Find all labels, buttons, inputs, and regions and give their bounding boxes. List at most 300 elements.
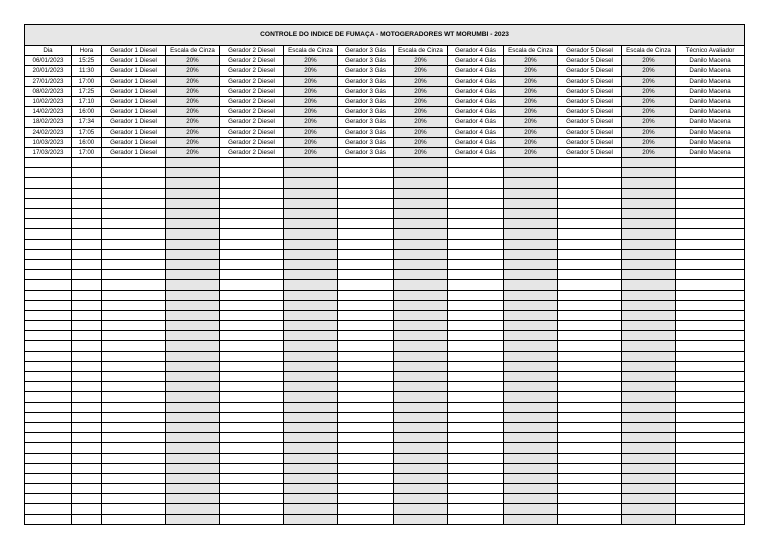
empty-cell[interactable]	[558, 463, 622, 473]
empty-cell[interactable]	[102, 453, 166, 463]
empty-cell[interactable]	[25, 453, 72, 463]
empty-cell[interactable]	[25, 158, 72, 168]
empty-cell[interactable]	[102, 259, 166, 269]
empty-cell[interactable]	[394, 249, 448, 259]
empty-cell[interactable]	[220, 198, 284, 208]
empty-cell[interactable]	[72, 178, 102, 188]
empty-cell[interactable]	[72, 168, 102, 178]
empty-cell[interactable]	[558, 219, 622, 229]
empty-cell[interactable]	[504, 300, 558, 310]
empty-cell[interactable]	[676, 270, 745, 280]
empty-cell[interactable]	[504, 484, 558, 494]
empty-cell[interactable]	[394, 290, 448, 300]
empty-cell[interactable]	[102, 484, 166, 494]
cell-day[interactable]: 27/01/2023	[25, 76, 72, 86]
empty-cell[interactable]	[25, 178, 72, 188]
empty-cell[interactable]	[284, 372, 338, 382]
empty-cell[interactable]	[25, 504, 72, 514]
empty-cell[interactable]	[448, 443, 504, 453]
cell-generator-5[interactable]: Gerador 5 Diesel	[558, 76, 622, 86]
empty-cell[interactable]	[338, 453, 394, 463]
empty-cell[interactable]	[676, 392, 745, 402]
cell-gray-scale-2[interactable]: 20%	[284, 56, 338, 66]
empty-cell[interactable]	[676, 351, 745, 361]
empty-cell[interactable]	[72, 321, 102, 331]
empty-cell[interactable]	[25, 402, 72, 412]
empty-cell[interactable]	[166, 504, 220, 514]
empty-cell[interactable]	[676, 290, 745, 300]
empty-cell[interactable]	[448, 290, 504, 300]
cell-day[interactable]: 10/02/2023	[25, 96, 72, 106]
empty-cell[interactable]	[338, 484, 394, 494]
empty-cell[interactable]	[25, 412, 72, 422]
empty-cell[interactable]	[166, 372, 220, 382]
empty-cell[interactable]	[284, 219, 338, 229]
cell-generator-1[interactable]: Gerador 1 Diesel	[102, 56, 166, 66]
empty-cell[interactable]	[25, 484, 72, 494]
empty-cell[interactable]	[220, 158, 284, 168]
empty-cell[interactable]	[166, 270, 220, 280]
empty-cell[interactable]	[558, 484, 622, 494]
empty-cell[interactable]	[394, 504, 448, 514]
empty-cell[interactable]	[504, 402, 558, 412]
empty-cell[interactable]	[338, 280, 394, 290]
cell-generator-3[interactable]: Gerador 3 Gás	[338, 137, 394, 147]
empty-cell[interactable]	[676, 494, 745, 504]
cell-day[interactable]: 18/02/2023	[25, 117, 72, 127]
empty-cell[interactable]	[166, 290, 220, 300]
cell-generator-2[interactable]: Gerador 2 Diesel	[220, 117, 284, 127]
empty-cell[interactable]	[220, 463, 284, 473]
empty-cell[interactable]	[72, 158, 102, 168]
empty-cell[interactable]	[676, 198, 745, 208]
empty-cell[interactable]	[102, 310, 166, 320]
empty-cell[interactable]	[102, 209, 166, 219]
cell-gray-scale-3[interactable]: 20%	[394, 117, 448, 127]
empty-cell[interactable]	[284, 300, 338, 310]
empty-cell[interactable]	[558, 361, 622, 371]
empty-cell[interactable]	[558, 229, 622, 239]
cell-gray-scale-4[interactable]: 20%	[504, 56, 558, 66]
empty-cell[interactable]	[676, 372, 745, 382]
empty-cell[interactable]	[102, 351, 166, 361]
empty-cell[interactable]	[220, 412, 284, 422]
empty-cell[interactable]	[102, 158, 166, 168]
empty-cell[interactable]	[622, 484, 676, 494]
empty-cell[interactable]	[558, 249, 622, 259]
empty-cell[interactable]	[504, 422, 558, 432]
empty-cell[interactable]	[394, 168, 448, 178]
empty-cell[interactable]	[220, 453, 284, 463]
empty-cell[interactable]	[448, 361, 504, 371]
empty-cell[interactable]	[504, 198, 558, 208]
empty-cell[interactable]	[338, 341, 394, 351]
empty-cell[interactable]	[622, 259, 676, 269]
empty-cell[interactable]	[72, 331, 102, 341]
cell-gray-scale-4[interactable]: 20%	[504, 117, 558, 127]
empty-cell[interactable]	[622, 188, 676, 198]
cell-generator-2[interactable]: Gerador 2 Diesel	[220, 107, 284, 117]
empty-cell[interactable]	[448, 382, 504, 392]
empty-cell[interactable]	[220, 300, 284, 310]
empty-cell[interactable]	[394, 178, 448, 188]
empty-cell[interactable]	[284, 382, 338, 392]
empty-cell[interactable]	[72, 494, 102, 504]
empty-cell[interactable]	[338, 473, 394, 483]
empty-cell[interactable]	[622, 463, 676, 473]
cell-generator-5[interactable]: Gerador 5 Diesel	[558, 137, 622, 147]
empty-cell[interactable]	[676, 473, 745, 483]
empty-cell[interactable]	[338, 198, 394, 208]
empty-cell[interactable]	[72, 463, 102, 473]
empty-cell[interactable]	[166, 310, 220, 320]
empty-cell[interactable]	[166, 331, 220, 341]
empty-cell[interactable]	[394, 300, 448, 310]
empty-cell[interactable]	[25, 433, 72, 443]
empty-cell[interactable]	[622, 351, 676, 361]
empty-cell[interactable]	[220, 504, 284, 514]
empty-cell[interactable]	[558, 392, 622, 402]
empty-cell[interactable]	[394, 310, 448, 320]
empty-cell[interactable]	[504, 178, 558, 188]
empty-cell[interactable]	[220, 219, 284, 229]
empty-cell[interactable]	[676, 158, 745, 168]
empty-cell[interactable]	[166, 402, 220, 412]
empty-cell[interactable]	[338, 219, 394, 229]
empty-cell[interactable]	[102, 473, 166, 483]
empty-cell[interactable]	[676, 361, 745, 371]
cell-generator-4[interactable]: Gerador 4 Gás	[448, 147, 504, 157]
empty-cell[interactable]	[622, 412, 676, 422]
empty-cell[interactable]	[676, 422, 745, 432]
empty-cell[interactable]	[338, 178, 394, 188]
empty-cell[interactable]	[72, 219, 102, 229]
cell-generator-2[interactable]: Gerador 2 Diesel	[220, 147, 284, 157]
cell-hour[interactable]: 17:00	[72, 76, 102, 86]
empty-cell[interactable]	[338, 361, 394, 371]
empty-cell[interactable]	[504, 290, 558, 300]
empty-cell[interactable]	[504, 453, 558, 463]
empty-cell[interactable]	[448, 514, 504, 524]
empty-cell[interactable]	[504, 219, 558, 229]
empty-cell[interactable]	[676, 229, 745, 239]
empty-cell[interactable]	[25, 259, 72, 269]
empty-cell[interactable]	[448, 463, 504, 473]
empty-cell[interactable]	[25, 188, 72, 198]
empty-cell[interactable]	[284, 239, 338, 249]
empty-cell[interactable]	[72, 188, 102, 198]
empty-cell[interactable]	[676, 219, 745, 229]
empty-cell[interactable]	[220, 259, 284, 269]
empty-cell[interactable]	[72, 198, 102, 208]
empty-cell[interactable]	[622, 433, 676, 443]
empty-cell[interactable]	[284, 351, 338, 361]
empty-cell[interactable]	[338, 290, 394, 300]
empty-cell[interactable]	[394, 188, 448, 198]
empty-cell[interactable]	[72, 209, 102, 219]
empty-cell[interactable]	[284, 198, 338, 208]
cell-generator-2[interactable]: Gerador 2 Diesel	[220, 96, 284, 106]
empty-cell[interactable]	[25, 300, 72, 310]
empty-cell[interactable]	[504, 504, 558, 514]
cell-gray-scale-5[interactable]: 20%	[622, 107, 676, 117]
cell-gray-scale-2[interactable]: 20%	[284, 147, 338, 157]
empty-cell[interactable]	[558, 331, 622, 341]
cell-technician[interactable]: Danilo Macena	[676, 56, 745, 66]
empty-cell[interactable]	[504, 463, 558, 473]
empty-cell[interactable]	[394, 473, 448, 483]
empty-cell[interactable]	[284, 290, 338, 300]
cell-gray-scale-2[interactable]: 20%	[284, 127, 338, 137]
empty-cell[interactable]	[102, 239, 166, 249]
empty-cell[interactable]	[622, 453, 676, 463]
empty-cell[interactable]	[394, 198, 448, 208]
empty-cell[interactable]	[72, 290, 102, 300]
empty-cell[interactable]	[72, 504, 102, 514]
empty-cell[interactable]	[338, 239, 394, 249]
empty-cell[interactable]	[166, 321, 220, 331]
empty-cell[interactable]	[622, 249, 676, 259]
cell-gray-scale-2[interactable]: 20%	[284, 96, 338, 106]
cell-day[interactable]: 08/02/2023	[25, 86, 72, 96]
empty-cell[interactable]	[394, 372, 448, 382]
empty-cell[interactable]	[558, 473, 622, 483]
empty-cell[interactable]	[25, 290, 72, 300]
empty-cell[interactable]	[504, 433, 558, 443]
empty-cell[interactable]	[166, 229, 220, 239]
empty-cell[interactable]	[72, 412, 102, 422]
empty-cell[interactable]	[338, 402, 394, 412]
empty-cell[interactable]	[448, 310, 504, 320]
empty-cell[interactable]	[558, 280, 622, 290]
empty-cell[interactable]	[676, 280, 745, 290]
cell-gray-scale-3[interactable]: 20%	[394, 96, 448, 106]
empty-cell[interactable]	[394, 514, 448, 524]
empty-cell[interactable]	[220, 239, 284, 249]
empty-cell[interactable]	[394, 433, 448, 443]
empty-cell[interactable]	[25, 198, 72, 208]
empty-cell[interactable]	[72, 433, 102, 443]
empty-cell[interactable]	[25, 372, 72, 382]
empty-cell[interactable]	[72, 229, 102, 239]
empty-cell[interactable]	[448, 259, 504, 269]
empty-cell[interactable]	[394, 443, 448, 453]
empty-cell[interactable]	[72, 341, 102, 351]
empty-cell[interactable]	[284, 158, 338, 168]
empty-cell[interactable]	[338, 463, 394, 473]
empty-cell[interactable]	[102, 494, 166, 504]
empty-cell[interactable]	[622, 178, 676, 188]
cell-generator-4[interactable]: Gerador 4 Gás	[448, 137, 504, 147]
empty-cell[interactable]	[102, 188, 166, 198]
empty-cell[interactable]	[622, 372, 676, 382]
empty-cell[interactable]	[394, 463, 448, 473]
empty-cell[interactable]	[504, 188, 558, 198]
cell-gray-scale-3[interactable]: 20%	[394, 147, 448, 157]
empty-cell[interactable]	[25, 321, 72, 331]
empty-cell[interactable]	[676, 239, 745, 249]
cell-generator-2[interactable]: Gerador 2 Diesel	[220, 66, 284, 76]
empty-cell[interactable]	[622, 219, 676, 229]
empty-cell[interactable]	[676, 504, 745, 514]
empty-cell[interactable]	[558, 351, 622, 361]
empty-cell[interactable]	[676, 259, 745, 269]
empty-cell[interactable]	[102, 433, 166, 443]
empty-cell[interactable]	[220, 372, 284, 382]
empty-cell[interactable]	[338, 351, 394, 361]
cell-generator-1[interactable]: Gerador 1 Diesel	[102, 147, 166, 157]
cell-gray-scale-1[interactable]: 20%	[166, 96, 220, 106]
empty-cell[interactable]	[622, 239, 676, 249]
cell-gray-scale-2[interactable]: 20%	[284, 107, 338, 117]
empty-cell[interactable]	[558, 341, 622, 351]
empty-cell[interactable]	[338, 259, 394, 269]
empty-cell[interactable]	[25, 270, 72, 280]
empty-cell[interactable]	[504, 392, 558, 402]
empty-cell[interactable]	[622, 331, 676, 341]
empty-cell[interactable]	[558, 158, 622, 168]
empty-cell[interactable]	[394, 219, 448, 229]
empty-cell[interactable]	[558, 382, 622, 392]
empty-cell[interactable]	[676, 453, 745, 463]
cell-technician[interactable]: Danilo Macena	[676, 76, 745, 86]
empty-cell[interactable]	[394, 361, 448, 371]
empty-cell[interactable]	[558, 209, 622, 219]
cell-gray-scale-1[interactable]: 20%	[166, 56, 220, 66]
cell-gray-scale-5[interactable]: 20%	[622, 86, 676, 96]
cell-technician[interactable]: Danilo Macena	[676, 137, 745, 147]
empty-cell[interactable]	[394, 209, 448, 219]
empty-cell[interactable]	[220, 341, 284, 351]
empty-cell[interactable]	[220, 473, 284, 483]
empty-cell[interactable]	[284, 433, 338, 443]
cell-generator-5[interactable]: Gerador 5 Diesel	[558, 107, 622, 117]
empty-cell[interactable]	[72, 473, 102, 483]
empty-cell[interactable]	[558, 239, 622, 249]
empty-cell[interactable]	[676, 331, 745, 341]
empty-cell[interactable]	[72, 280, 102, 290]
empty-cell[interactable]	[102, 514, 166, 524]
cell-generator-4[interactable]: Gerador 4 Gás	[448, 86, 504, 96]
empty-cell[interactable]	[166, 351, 220, 361]
cell-gray-scale-5[interactable]: 20%	[622, 137, 676, 147]
cell-gray-scale-3[interactable]: 20%	[394, 76, 448, 86]
empty-cell[interactable]	[166, 198, 220, 208]
empty-cell[interactable]	[676, 514, 745, 524]
empty-cell[interactable]	[622, 382, 676, 392]
empty-cell[interactable]	[676, 168, 745, 178]
empty-cell[interactable]	[338, 158, 394, 168]
empty-cell[interactable]	[338, 412, 394, 422]
cell-generator-3[interactable]: Gerador 3 Gás	[338, 107, 394, 117]
cell-gray-scale-5[interactable]: 20%	[622, 56, 676, 66]
empty-cell[interactable]	[25, 473, 72, 483]
empty-cell[interactable]	[284, 514, 338, 524]
empty-cell[interactable]	[220, 310, 284, 320]
cell-generator-5[interactable]: Gerador 5 Diesel	[558, 147, 622, 157]
cell-generator-5[interactable]: Gerador 5 Diesel	[558, 96, 622, 106]
empty-cell[interactable]	[448, 412, 504, 422]
empty-cell[interactable]	[676, 463, 745, 473]
empty-cell[interactable]	[166, 280, 220, 290]
empty-cell[interactable]	[558, 270, 622, 280]
cell-gray-scale-5[interactable]: 20%	[622, 96, 676, 106]
empty-cell[interactable]	[338, 300, 394, 310]
empty-cell[interactable]	[284, 321, 338, 331]
empty-cell[interactable]	[284, 310, 338, 320]
empty-cell[interactable]	[338, 209, 394, 219]
cell-generator-1[interactable]: Gerador 1 Diesel	[102, 66, 166, 76]
empty-cell[interactable]	[676, 188, 745, 198]
empty-cell[interactable]	[284, 259, 338, 269]
cell-gray-scale-4[interactable]: 20%	[504, 76, 558, 86]
empty-cell[interactable]	[394, 229, 448, 239]
empty-cell[interactable]	[220, 229, 284, 239]
empty-cell[interactable]	[448, 453, 504, 463]
empty-cell[interactable]	[284, 504, 338, 514]
cell-generator-5[interactable]: Gerador 5 Diesel	[558, 56, 622, 66]
empty-cell[interactable]	[448, 341, 504, 351]
cell-generator-2[interactable]: Gerador 2 Diesel	[220, 137, 284, 147]
cell-gray-scale-5[interactable]: 20%	[622, 147, 676, 157]
empty-cell[interactable]	[284, 168, 338, 178]
empty-cell[interactable]	[394, 484, 448, 494]
empty-cell[interactable]	[102, 280, 166, 290]
empty-cell[interactable]	[394, 382, 448, 392]
empty-cell[interactable]	[622, 229, 676, 239]
empty-cell[interactable]	[448, 321, 504, 331]
cell-gray-scale-1[interactable]: 20%	[166, 147, 220, 157]
empty-cell[interactable]	[622, 300, 676, 310]
cell-gray-scale-1[interactable]: 20%	[166, 117, 220, 127]
empty-cell[interactable]	[394, 453, 448, 463]
empty-cell[interactable]	[25, 219, 72, 229]
empty-cell[interactable]	[622, 473, 676, 483]
empty-cell[interactable]	[72, 310, 102, 320]
empty-cell[interactable]	[558, 402, 622, 412]
empty-cell[interactable]	[166, 484, 220, 494]
empty-cell[interactable]	[72, 361, 102, 371]
empty-cell[interactable]	[72, 300, 102, 310]
empty-cell[interactable]	[504, 494, 558, 504]
cell-generator-3[interactable]: Gerador 3 Gás	[338, 96, 394, 106]
empty-cell[interactable]	[504, 209, 558, 219]
empty-cell[interactable]	[558, 372, 622, 382]
cell-gray-scale-3[interactable]: 20%	[394, 127, 448, 137]
empty-cell[interactable]	[622, 392, 676, 402]
empty-cell[interactable]	[102, 321, 166, 331]
empty-cell[interactable]	[338, 382, 394, 392]
empty-cell[interactable]	[394, 351, 448, 361]
empty-cell[interactable]	[166, 239, 220, 249]
empty-cell[interactable]	[504, 331, 558, 341]
empty-cell[interactable]	[166, 433, 220, 443]
empty-cell[interactable]	[220, 270, 284, 280]
empty-cell[interactable]	[284, 422, 338, 432]
cell-hour[interactable]: 11:30	[72, 66, 102, 76]
empty-cell[interactable]	[558, 443, 622, 453]
empty-cell[interactable]	[622, 321, 676, 331]
empty-cell[interactable]	[220, 402, 284, 412]
empty-cell[interactable]	[394, 341, 448, 351]
empty-cell[interactable]	[166, 158, 220, 168]
empty-cell[interactable]	[504, 310, 558, 320]
empty-cell[interactable]	[25, 443, 72, 453]
empty-cell[interactable]	[504, 321, 558, 331]
cell-gray-scale-1[interactable]: 20%	[166, 137, 220, 147]
empty-cell[interactable]	[504, 443, 558, 453]
empty-cell[interactable]	[220, 321, 284, 331]
